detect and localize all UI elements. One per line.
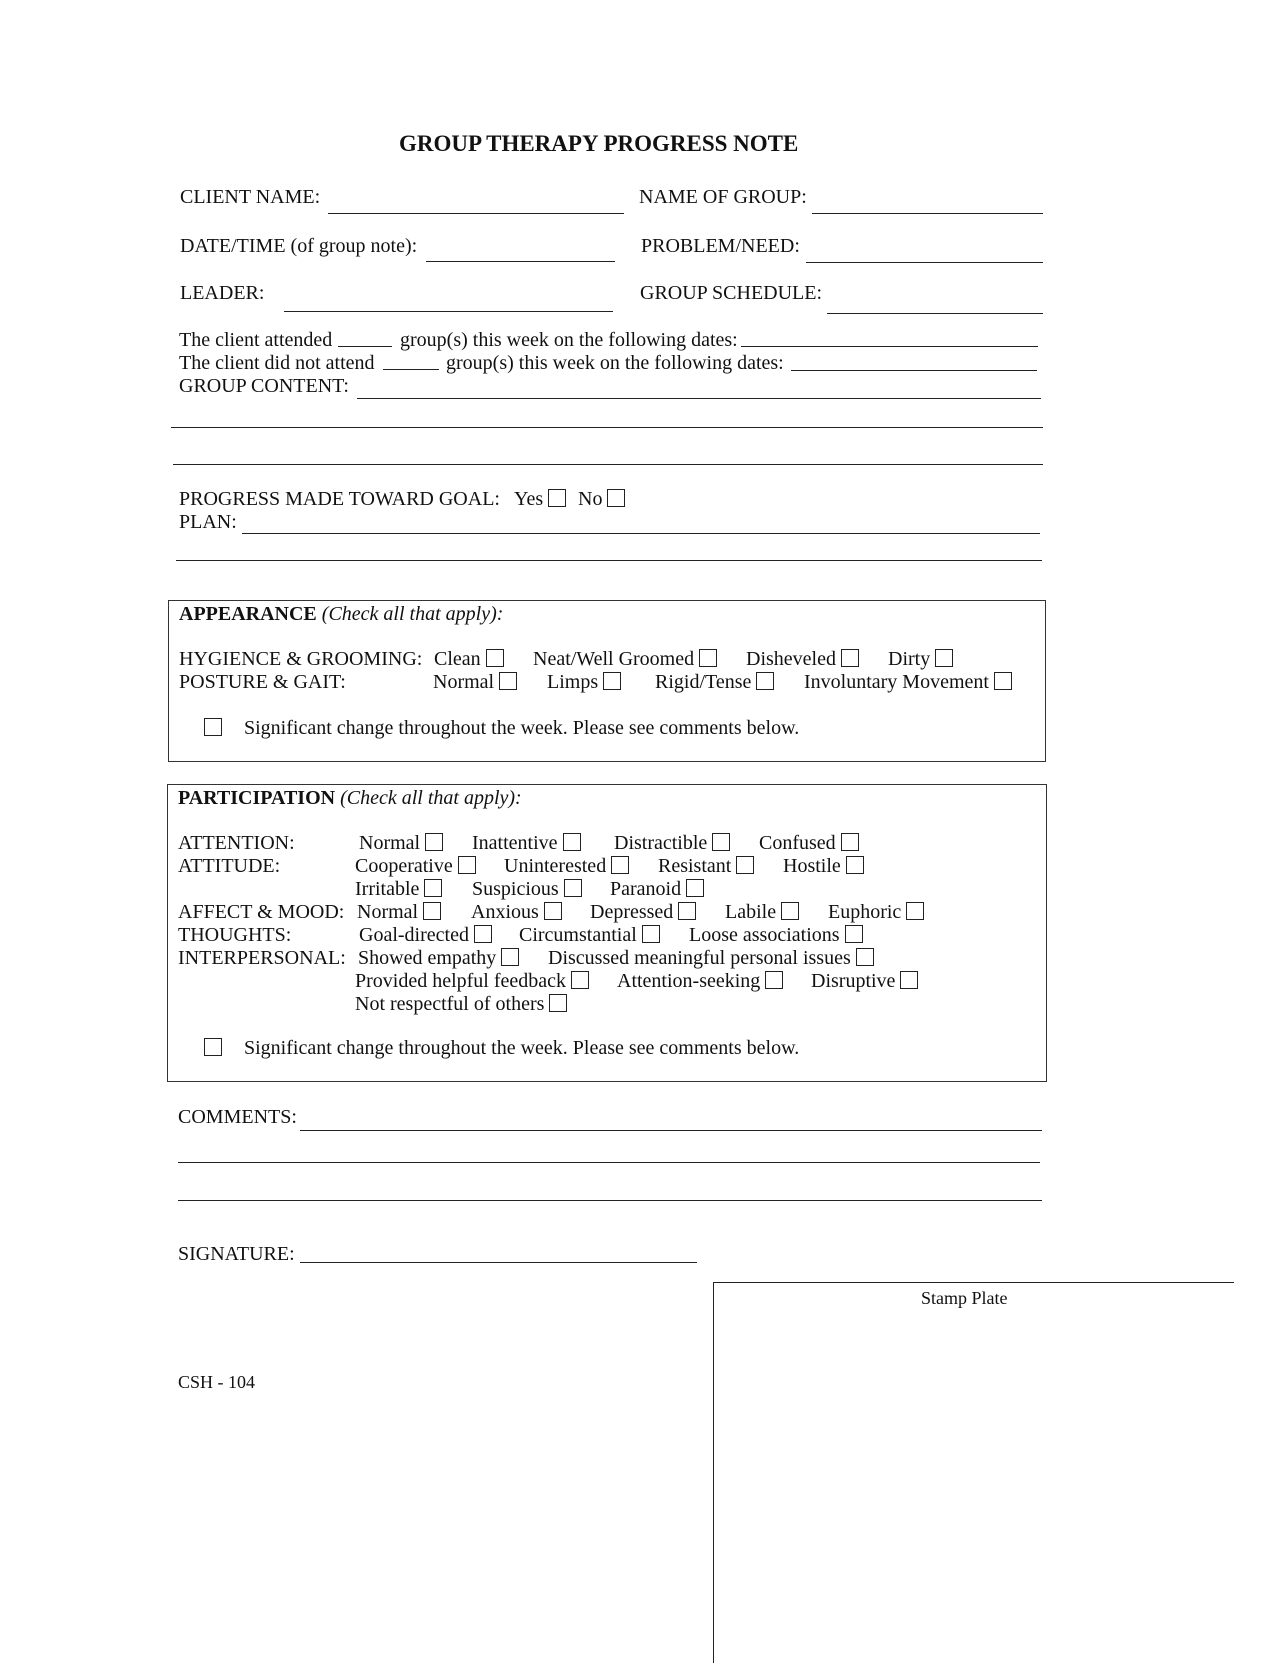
posture-option[interactable]	[433, 672, 517, 692]
name-of-group-field[interactable]	[812, 213, 1043, 214]
attitude-uninterested-checkbox[interactable]	[611, 856, 629, 874]
progress-no-label: No	[578, 488, 603, 510]
interpersonal-option-label: Discussed meaningful personal issues	[548, 947, 851, 969]
participation-significant-change-checkbox[interactable]	[204, 1038, 222, 1056]
posture-option[interactable]	[655, 672, 774, 692]
attitude-hostile-checkbox[interactable]	[846, 856, 864, 874]
attention-label: ATTENTION:	[178, 832, 295, 854]
interpersonal-option-label: Disruptive	[811, 970, 896, 992]
hygiene-option[interactable]	[746, 649, 859, 669]
plan-field[interactable]	[242, 533, 1040, 534]
hygiene-label: HYGIENCE & GROOMING:	[179, 648, 423, 670]
hygiene-disheveled-checkbox[interactable]	[841, 649, 859, 667]
progress-no-checkbox[interactable]	[607, 489, 625, 507]
progress-yes-checkbox[interactable]	[548, 489, 566, 507]
affect-option[interactable]	[471, 902, 562, 922]
affect-option-label: Depressed	[590, 901, 674, 923]
comments-field[interactable]	[300, 1130, 1042, 1131]
attitude-option-label: Paranoid	[610, 878, 682, 900]
interpersonal-disruptive-checkbox[interactable]	[900, 971, 918, 989]
thoughts-option-label: Goal-directed	[359, 924, 469, 946]
attitude-option[interactable]	[610, 879, 704, 899]
thoughts-option[interactable]	[519, 925, 660, 945]
thoughts-label: THOUGHTS:	[178, 924, 292, 946]
hygiene-option-label: Dirty	[888, 648, 931, 670]
not-attend-text-2: group(s) this week on the following dates:	[446, 352, 784, 374]
attitude-option-label: Uninterested	[504, 855, 607, 877]
posture-option[interactable]	[547, 672, 621, 692]
thoughts-option[interactable]	[359, 925, 492, 945]
attitude-irritable-checkbox[interactable]	[424, 879, 442, 897]
attention-normal-checkbox[interactable]	[425, 833, 443, 851]
group-schedule-field[interactable]	[827, 313, 1043, 314]
attitude-option-label: Hostile	[783, 855, 841, 877]
group-content-line-3[interactable]	[173, 464, 1043, 465]
affect-option[interactable]	[725, 902, 799, 922]
attitude-option[interactable]	[504, 856, 629, 876]
attention-option[interactable]	[614, 833, 730, 853]
date-time-field[interactable]	[426, 261, 615, 262]
affect-option[interactable]	[357, 902, 441, 922]
leader-label: LEADER:	[180, 282, 265, 304]
interpersonal-option-label: Not respectful of others	[355, 993, 545, 1015]
signature-label: SIGNATURE:	[178, 1243, 295, 1265]
name-of-group-label: NAME OF GROUP:	[639, 186, 807, 208]
posture-option-label: Normal	[433, 671, 495, 693]
affect-normal-checkbox[interactable]	[423, 902, 441, 920]
appearance-significant-change-checkbox[interactable]	[204, 718, 222, 736]
posture-normal-checkbox[interactable]	[499, 672, 517, 690]
hygiene-option[interactable]	[888, 649, 953, 669]
attitude-paranoid-checkbox[interactable]	[686, 879, 704, 897]
interpersonal-discussed-issues-checkbox[interactable]	[856, 948, 874, 966]
appearance-heading-text: APPEARANCE	[179, 603, 317, 625]
appearance-significant-change-text: Significant change throughout the week. Please see comments below.	[244, 717, 800, 739]
interpersonal-option[interactable]	[811, 971, 918, 991]
problem-need-field[interactable]	[806, 262, 1043, 263]
affect-label: AFFECT & MOOD:	[178, 901, 345, 923]
attended-text: The client attended	[179, 329, 333, 351]
attitude-resistant-checkbox[interactable]	[736, 856, 754, 874]
progress-yes-label: Yes	[514, 488, 544, 510]
appearance-heading	[179, 604, 503, 624]
comments-label: COMMENTS:	[178, 1106, 297, 1128]
affect-option-label: Anxious	[471, 901, 539, 923]
posture-option-label: Rigid/Tense	[655, 671, 752, 693]
attended-dates-field[interactable]	[741, 346, 1038, 347]
plan-line-2[interactable]	[176, 560, 1042, 561]
hygiene-option-label: Neat/Well Groomed	[533, 648, 695, 670]
progress-yes[interactable]	[514, 489, 566, 509]
attention-inattentive-checkbox[interactable]	[563, 833, 581, 851]
attitude-option-label: Cooperative	[355, 855, 453, 877]
affect-option[interactable]	[828, 902, 924, 922]
attention-option-label: Inattentive	[472, 832, 558, 854]
page-title: GROUP THERAPY PROGRESS NOTE	[399, 131, 799, 156]
comments-line-3[interactable]	[178, 1200, 1042, 1201]
interpersonal-option[interactable]	[355, 994, 567, 1014]
hygiene-neat-checkbox[interactable]	[699, 649, 717, 667]
hygiene-option-label: Disheveled	[746, 648, 836, 670]
attention-option[interactable]	[359, 833, 443, 853]
attended-text-2: group(s) this week on the following dates:	[400, 329, 738, 351]
comments-line-2[interactable]	[178, 1162, 1040, 1163]
appearance-heading-note: (Check all that apply):	[321, 603, 504, 625]
group-content-field[interactable]	[357, 398, 1041, 399]
attended-count-field[interactable]	[338, 346, 392, 347]
hygiene-option[interactable]	[434, 649, 504, 669]
participation-significant-change[interactable]	[204, 1038, 799, 1058]
attitude-option[interactable]	[355, 879, 442, 899]
client-name-field[interactable]	[328, 213, 624, 214]
affect-option[interactable]	[590, 902, 696, 922]
attitude-option-label: Irritable	[355, 878, 420, 900]
stamp-plate-box	[713, 1282, 1234, 1663]
hygiene-clean-checkbox[interactable]	[486, 649, 504, 667]
appearance-significant-change[interactable]	[204, 718, 799, 738]
interpersonal-option-label: Provided helpful feedback	[355, 970, 567, 992]
affect-option-label: Labile	[725, 901, 777, 923]
affect-depressed-checkbox[interactable]	[678, 902, 696, 920]
hygiene-option-label: Clean	[434, 648, 481, 670]
thoughts-goal-directed-checkbox[interactable]	[474, 925, 492, 943]
attention-option-label: Distractible	[614, 832, 708, 854]
form-code: CSH - 104	[178, 1372, 256, 1392]
group-content-label: GROUP CONTENT:	[179, 375, 349, 397]
thoughts-option-label: Circumstantial	[519, 924, 637, 946]
not-attend-text: The client did not attend	[179, 352, 375, 374]
attention-option-label: Normal	[359, 832, 421, 854]
participation-heading	[178, 788, 522, 808]
participation-heading-note: (Check all that apply):	[340, 787, 522, 809]
interpersonal-option[interactable]	[548, 948, 874, 968]
participation-heading-text: PARTICIPATION	[178, 787, 336, 809]
interpersonal-label: INTERPERSONAL:	[178, 947, 346, 969]
attitude-option[interactable]	[783, 856, 864, 876]
thoughts-option-label: Loose associations	[689, 924, 840, 946]
attitude-option[interactable]	[658, 856, 754, 876]
interpersonal-empathy-checkbox[interactable]	[501, 948, 519, 966]
attitude-option[interactable]	[472, 879, 582, 899]
affect-anxious-checkbox[interactable]	[544, 902, 562, 920]
affect-option-label: Euphoric	[828, 901, 902, 923]
attitude-option[interactable]	[355, 856, 476, 876]
attention-option-label: Confused	[759, 832, 836, 854]
attention-confused-checkbox[interactable]	[841, 833, 859, 851]
group-schedule-label: GROUP SCHEDULE:	[640, 282, 823, 304]
affect-option-label: Normal	[357, 901, 419, 923]
interpersonal-not-respectful-checkbox[interactable]	[549, 994, 567, 1012]
attention-option[interactable]	[759, 833, 859, 853]
thoughts-loose-associations-checkbox[interactable]	[845, 925, 863, 943]
progress-no[interactable]	[578, 489, 625, 509]
participation-significant-change-text: Significant change throughout the week. Please see comments below.	[244, 1037, 800, 1059]
hygiene-option[interactable]	[533, 649, 717, 669]
attitude-suspicious-checkbox[interactable]	[564, 879, 582, 897]
posture-involuntary-checkbox[interactable]	[994, 672, 1012, 690]
not-attend-dates-field[interactable]	[791, 370, 1037, 371]
attitude-label: ATTITUDE:	[178, 855, 281, 877]
attitude-cooperative-checkbox[interactable]	[458, 856, 476, 874]
interpersonal-option[interactable]	[358, 948, 519, 968]
attitude-option-label: Resistant	[658, 855, 732, 877]
affect-labile-checkbox[interactable]	[781, 902, 799, 920]
posture-option[interactable]	[804, 672, 1012, 692]
signature-field[interactable]	[300, 1262, 697, 1263]
interpersonal-attention-seeking-checkbox[interactable]	[765, 971, 783, 989]
not-attend-count-field[interactable]	[383, 369, 439, 370]
problem-need-label: PROBLEM/NEED:	[641, 235, 800, 257]
group-content-line-2[interactable]	[171, 427, 1043, 428]
attitude-option-label: Suspicious	[472, 878, 559, 900]
posture-rigid-checkbox[interactable]	[756, 672, 774, 690]
interpersonal-option[interactable]	[617, 971, 783, 991]
plan-label: PLAN:	[179, 511, 237, 533]
interpersonal-option-label: Showed empathy	[358, 947, 497, 969]
attention-option[interactable]	[472, 833, 581, 853]
affect-euphoric-checkbox[interactable]	[906, 902, 924, 920]
interpersonal-option-label: Attention-seeking	[617, 970, 761, 992]
leader-field[interactable]	[284, 311, 613, 312]
stamp-plate-label: Stamp Plate	[921, 1288, 1008, 1308]
attention-distractible-checkbox[interactable]	[712, 833, 730, 851]
posture-option-label: Limps	[547, 671, 599, 693]
progress-label: PROGRESS MADE TOWARD GOAL:	[179, 488, 500, 510]
posture-label: POSTURE & GAIT:	[179, 671, 346, 693]
thoughts-circumstantial-checkbox[interactable]	[642, 925, 660, 943]
thoughts-option[interactable]	[689, 925, 863, 945]
posture-limps-checkbox[interactable]	[603, 672, 621, 690]
date-time-label: DATE/TIME (of group note):	[180, 235, 418, 257]
posture-option-label: Involuntary Movement	[804, 671, 989, 693]
interpersonal-option[interactable]	[355, 971, 589, 991]
interpersonal-feedback-checkbox[interactable]	[571, 971, 589, 989]
hygiene-dirty-checkbox[interactable]	[935, 649, 953, 667]
client-name-label: CLIENT NAME:	[180, 186, 321, 208]
